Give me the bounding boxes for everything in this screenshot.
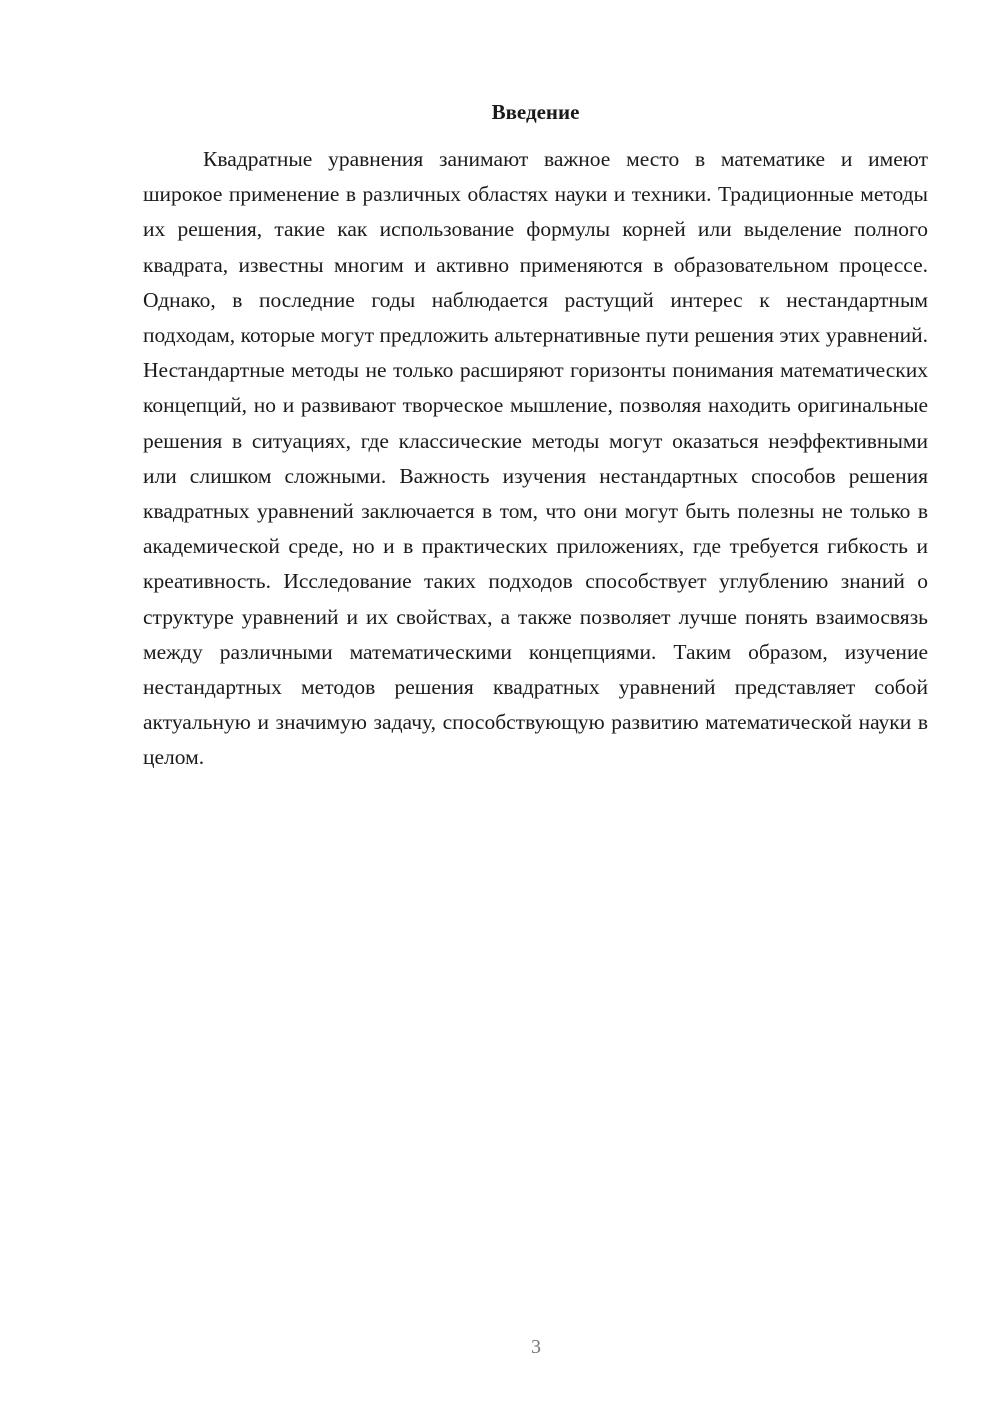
page-number: 3 bbox=[531, 1336, 541, 1358]
body-paragraph: Квадратные уравнения занимают важное место в математике и имеют широкое применение в различных областях науки и техники. Традиционные методы их решения, такие как использование формулы корней или выделение полного квадрата, известны многим и активно применяются в образовательном процессе. Однако, в последние годы наблюдается растущий интерес к нестандартным подходам, которые могут предложить альтернативные пути решения этих уравнений. Нестандартные методы не только расширяют горизонты понимания математических концепций, но и развивают творческое мышление, позволяя находить оригинальные решения в ситуациях, где классические методы могут оказаться неэффективными или слишком сложными. Важность изучения нестандартных способов решения квадратных уравнений заключается в том, что они могут быть полезны не только в академической среде, но и в практических приложениях, где требуется гибкость и креативность. Исследование таких подходов способствует углублению знаний о структуре уравнений и их свойствах, а также позволяет лучше понять взаимосвязь между различными математическими концепциями. Таким образом, изучение нестандартных методов решения квадратных уравнений представляет собой актуальную и значимую задачу, способствующую развитию математической науки в целом. bbox=[143, 147, 928, 770]
section-heading: Введение bbox=[491, 100, 580, 124]
